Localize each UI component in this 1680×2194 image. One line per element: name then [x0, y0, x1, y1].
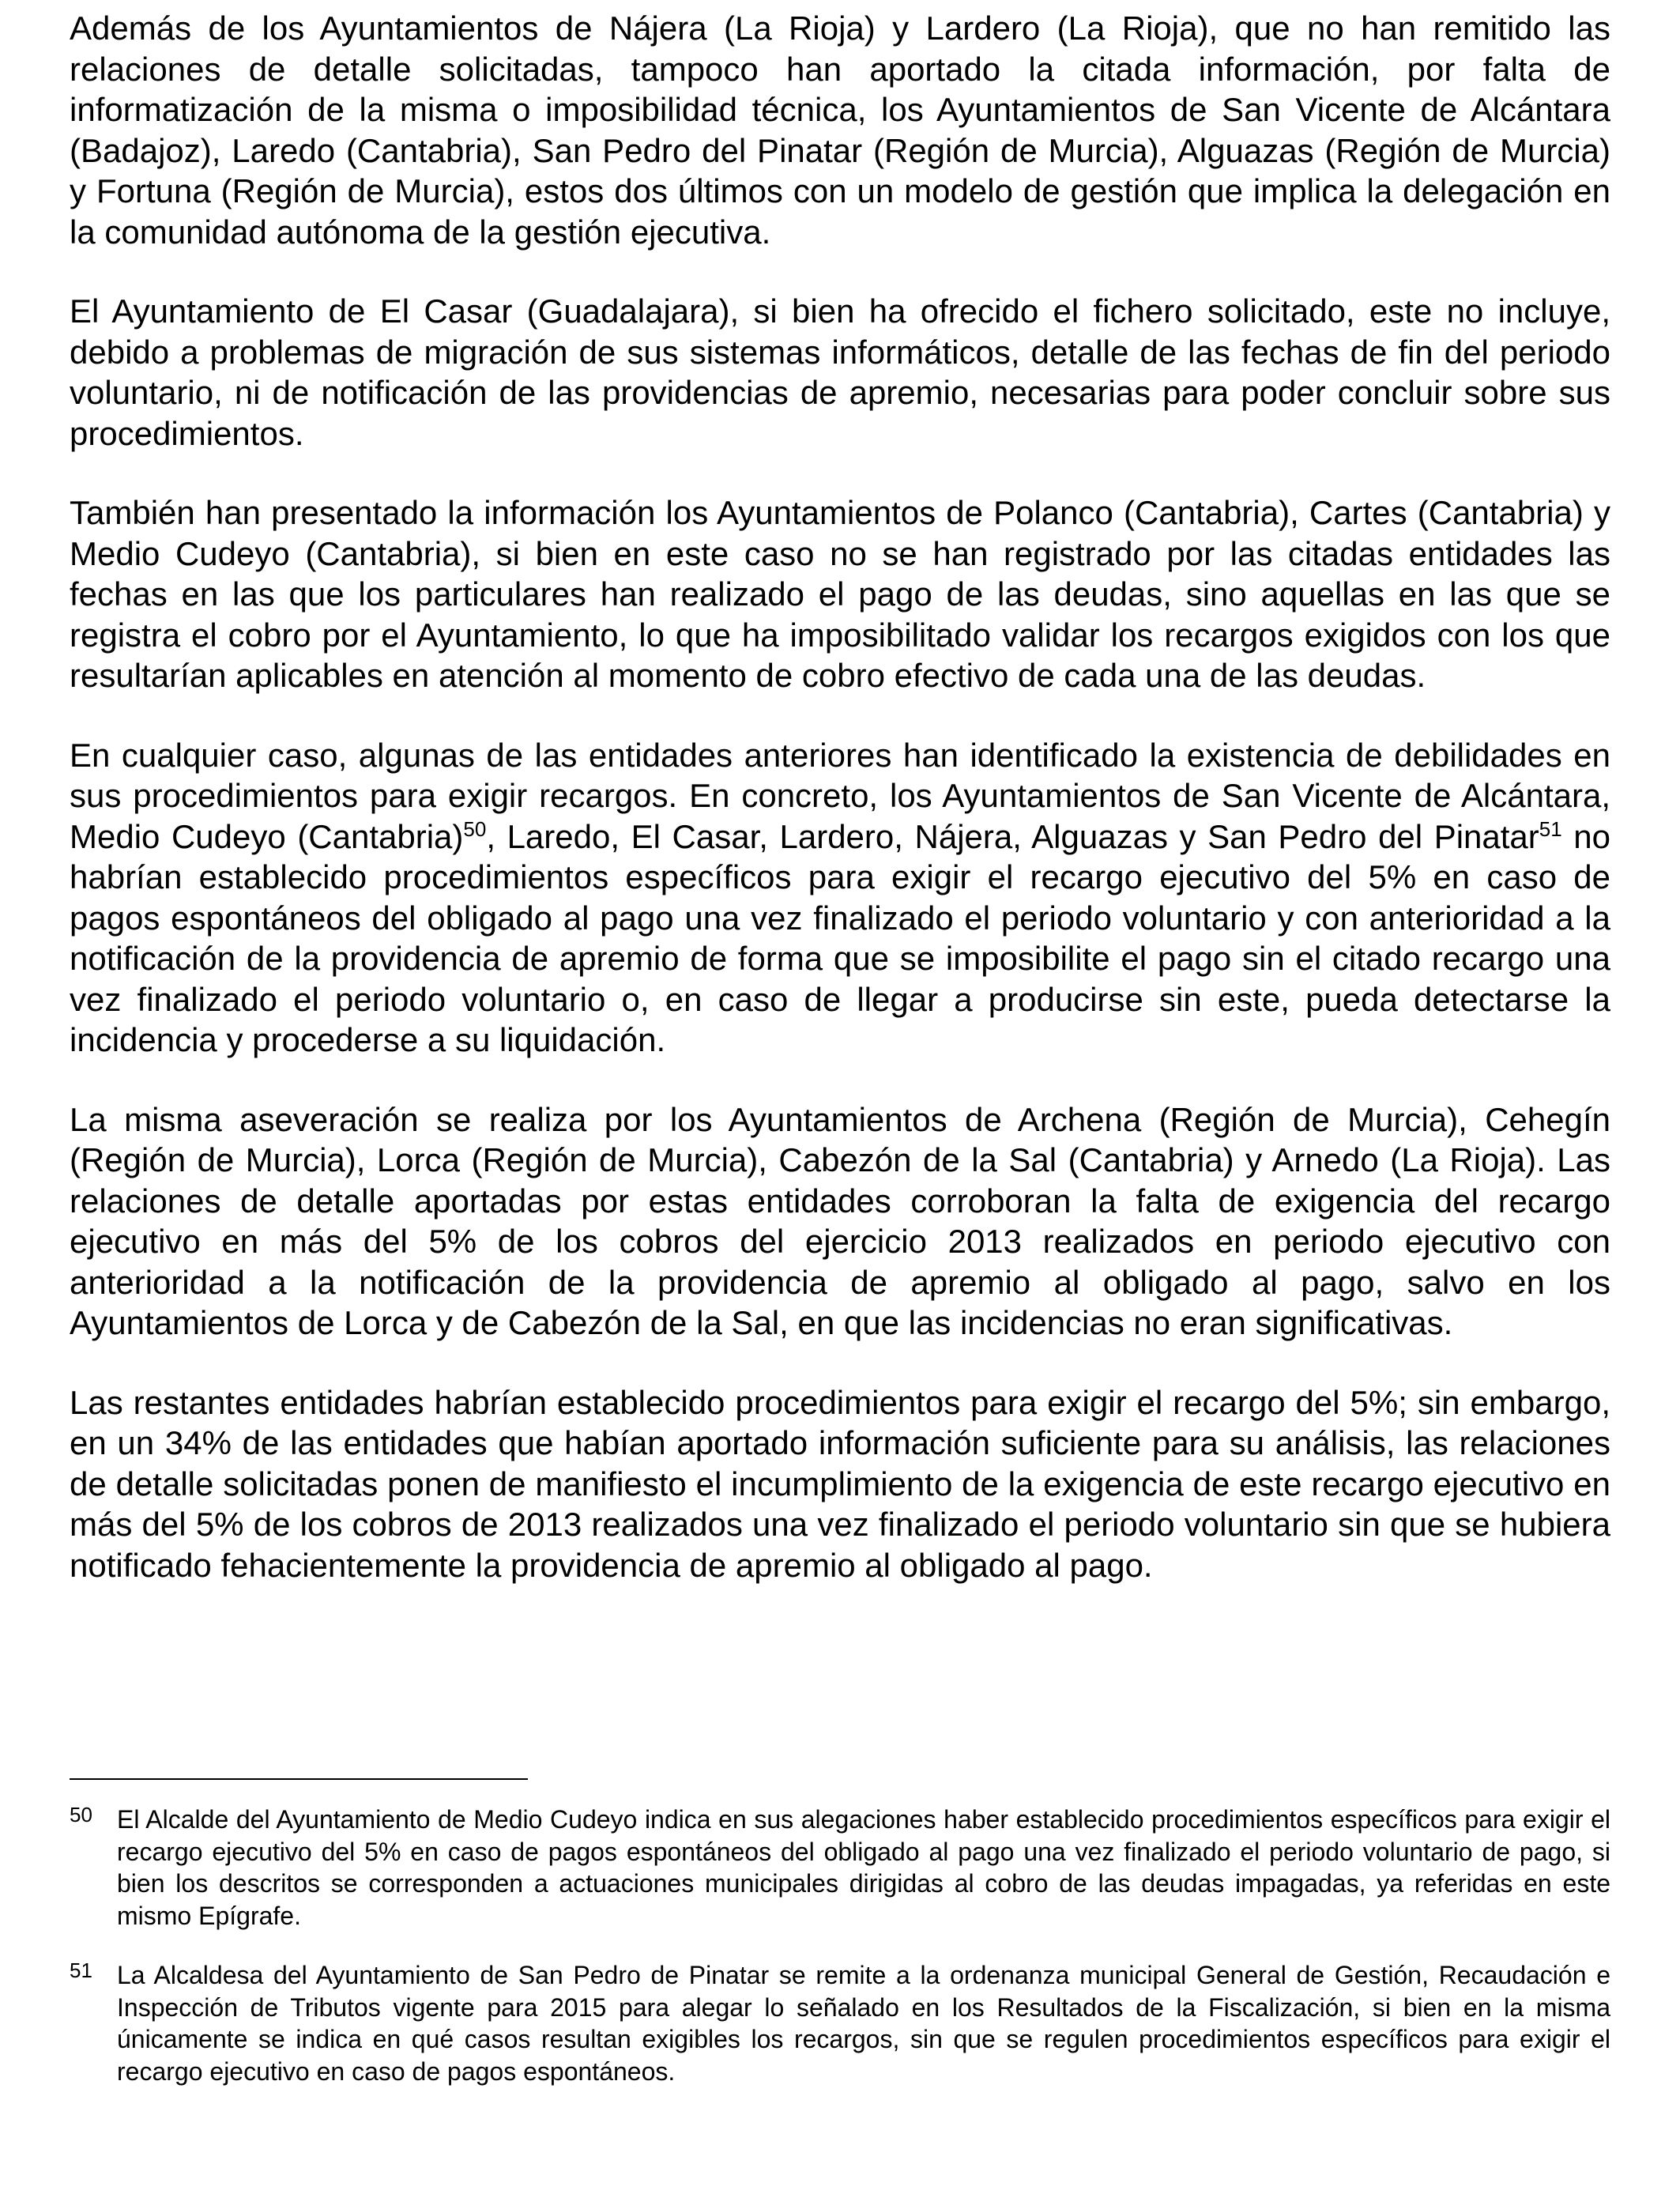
- footnote-number: 50: [70, 1803, 92, 1826]
- paragraph-el-casar: El Ayuntamiento de El Casar (Guadalajara), si bien ha ofrecido el fichero solicitado, este no incluye, debido a problemas de migración de sus sistemas informáticos, detalle de las fechas de fin del periodo voluntario, ni de notificación de las providencias de apremio, necesarias para poder concluir sobre sus procedimientos.: [70, 292, 1610, 452]
- footnote-text: El Alcalde del Ayuntamiento de Medio Cudeyo indica en sus alegaciones haber establecido procedimientos específicos para exigir el recargo ejecutivo del 5% en caso de pagos espontáneos del obligado al pago una vez finalizado el periodo voluntario de pago, si bien los descritos se corresponden a actuaciones municipales dirigidas al cobro de las deudas impagadas, ya referidas en este mismo Epígrafe.: [117, 1805, 1610, 1930]
- footnote-number: 51: [70, 1958, 92, 1982]
- paragraph-text: no habrían establecido procedimientos específicos para exigir el recargo ejecutivo del 5% en caso de pagos espontáneos del obligado al pago una vez finalizado el periodo voluntario y con anterioridad a la notificación de la providencia de apremio de forma que se imposibilite el pago sin el citado recargo una vez finalizado el periodo voluntario o, en caso de llegar a producirse sin este, pueda detectarse la incidencia y procederse a su liquidación.: [70, 817, 1611, 1058]
- paragraph-text: En cualquier caso, algunas de las entidades anteriores han identificado la existencia de debilidades en sus procedimientos para exigir recargos. En concreto, los Ayuntamientos de San Vicente de Alcántara, Medio Cudeyo (Cantabria): [70, 736, 1610, 855]
- footnote-ref-51[interactable]: 51: [1539, 816, 1562, 841]
- paragraph-missing-entities: Además de los Ayuntamientos de Nájera (La Rioja) y Lardero (La Rioja), que no han remitido las relaciones de detalle solicitadas, tampoco han aportado la citada información, por falta de informatización de la misma o imposibilidad técnica, los Ayuntamientos de San Vicente de Alcántara (Badajoz), Laredo (Cantabria), San Pedro del Pinatar (Región de Murcia), Alguazas (Región de Murcia) y Fortuna (Región de Murcia), estos dos últimos con un modelo de gestión que implica la delegación en la comunidad autónoma de la gestión ejecutiva.: [70, 9, 1610, 251]
- paragraph-polanco-cartes: También han presentado la información los Ayuntamientos de Polanco (Cantabria), Cartes (Cantabria) y Medio Cudeyo (Cantabria), si bien en este caso no se han registrado por las citadas entidades las fechas en las que los particulares han realizado el pago de las deudas, sino aquellas en las que se registra el cobro por el Ayuntamiento, lo que ha imposibilitado validar los recargos exigidos con los que resultarían aplicables en atención al momento de cobro efectivo de cada una de las deudas.: [70, 494, 1610, 694]
- footnote-50: [70, 1804, 1610, 1932]
- paragraph-text: , Laredo, El Casar, Lardero, Nájera, Alguazas y San Pedro del Pinatar: [486, 817, 1539, 855]
- footnotes-section: [70, 1778, 1610, 2115]
- footnote-ref-50[interactable]: 50: [463, 816, 487, 841]
- footnote-51: [70, 1959, 1610, 2087]
- footnote-separator: [70, 1778, 528, 1780]
- paragraph-procedure-weaknesses: [70, 735, 1610, 1061]
- paragraph-remaining-entities: Las restantes entidades habrían establecido procedimientos para exigir el recargo del 5%; sin embargo, en un 34% de las entidades que habían aportado información suficiente para su análisis, las relaciones de detalle solicitadas ponen de manifiesto el incumplimiento de la exigencia de este recargo ejecutivo en más del 5% de los cobros de 2013 realizados una vez finalizado el periodo voluntario sin que se hubiera notificado fehacientemente la providencia de apremio al obligado al pago.: [70, 1383, 1610, 1584]
- footnote-text: La Alcaldesa del Ayuntamiento de San Pedro de Pinatar se remite a la ordenanza municipal General de Gestión, Recaudación e Inspección de Tributos vigente para 2015 para alegar lo señalado en los Resultados de la Fiscalización, si bien en la misma únicamente se indica en qué casos resultan exigibles los recargos, sin que se regulen procedimientos específicos para exigir el recargo ejecutivo en caso de pagos espontáneos.: [117, 1961, 1610, 2086]
- paragraph-same-assertion: La misma aseveración se realiza por los Ayuntamientos de Archena (Región de Murcia), Cehegín (Región de Murcia), Lorca (Región de Murcia), Cabezón de la Sal (Cantabria) y Arnedo (La Rioja). Las relaciones de detalle aportadas por estas entidades corroboran la falta de exigencia del recargo ejecutivo en más del 5% de los cobros del ejercicio 2013 realizados en periodo ejecutivo con anterioridad a la notificación de la providencia de apremio al obligado al pago, salvo en los Ayuntamientos de Lorca y de Cabezón de la Sal, en que las incidencias no eran significativas.: [70, 1100, 1610, 1341]
- document-body: [70, 8, 1610, 1624]
